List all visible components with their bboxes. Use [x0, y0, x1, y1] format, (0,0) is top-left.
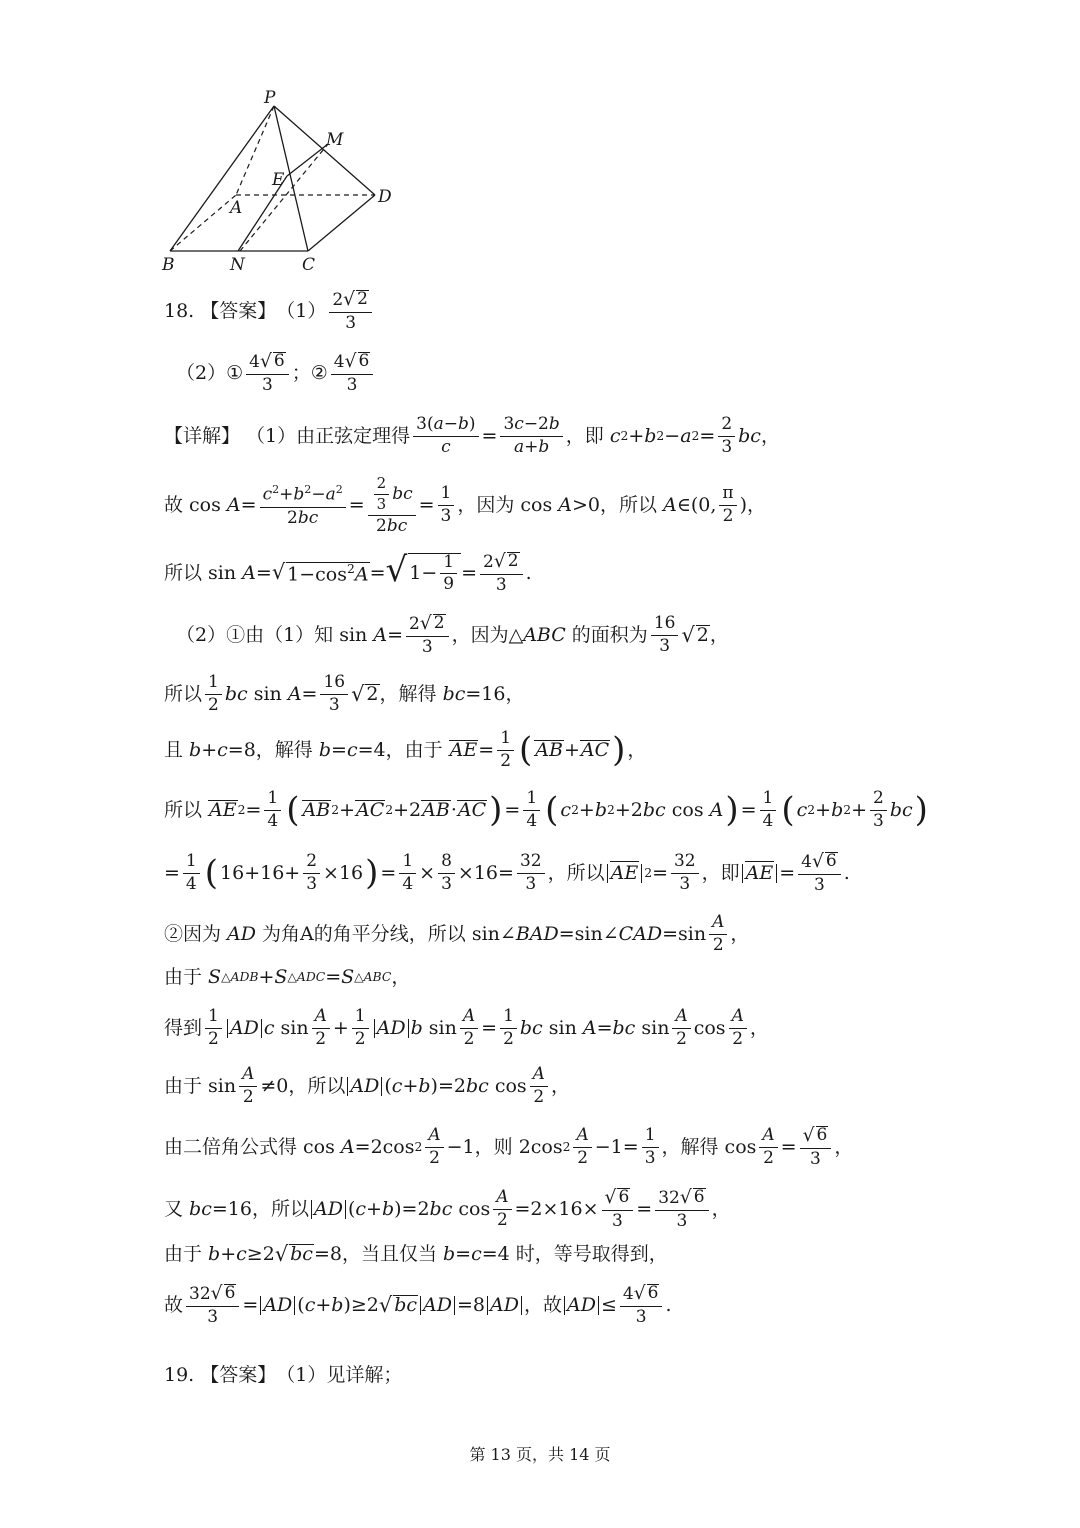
detail-line-8: = $\frac{1}{4}$ ( 16+16+ $\frac{2}{3}$ ×16 ) = $\frac{1}{4}$ × $\frac{8}{3}$ ×16= $\frac{32}{3}$ ，所以 AE 2 = $\frac{32}{3}$ ，即 AE = 4 √ 6 3 .	[164, 851, 850, 895]
q18-answer-part2: （2） ① 4 √ 6 3 ； ② 4 √ 6 3	[176, 352, 376, 395]
detail-line-12: 由于 sin $\frac{A}{2}$ ≠0，所以 AD ( c + b )=2 bc cos $\frac{A}{2}$ ，	[164, 1064, 570, 1107]
question-number: 19.	[164, 1364, 195, 1386]
detail-line-6: 且 b + c =8，解得 b = c =4，由于 AE = $\frac{1}{2}$ ( AB + AC ) ，	[164, 728, 647, 771]
detail-line-1: 【详解】 （1）由正弦定理得 $\frac{3(a-b)}{c}$ = $\frac{3c-2b}{a+b}$ ，即 c 2 + b 2 − a 2 = $\frac{2}{3}$ bc ，	[164, 414, 780, 457]
point-label-n: N	[230, 255, 245, 275]
point-label-d: D	[378, 187, 392, 207]
part-label: （1）见详解；	[276, 1364, 403, 1386]
q19-answer-line	[164, 1366, 402, 1385]
detail-line-14: 又 bc =16，所以 AD ( c + b )=2 bc cos $\frac{A}{2}$ =2×16× √ 6 3 = 32 √ 6 3 ，	[164, 1187, 731, 1231]
detail-line-15: 由于 b + c ≥2 √ bc =8，当且仅当 b = c =4 时，等号取得到，	[164, 1242, 668, 1266]
detail-line-5: 所以 $\frac{1}{2}$ bc sin A = $\frac{16}{3}$ √ 2 ，解得 bc =16，	[164, 672, 525, 715]
point-label-m: M	[326, 130, 344, 150]
answer-tag: 【答案】	[200, 299, 277, 322]
point-label-p: P	[264, 88, 276, 108]
q18-answer-line	[164, 290, 375, 333]
page-footer: 第 13 页，共 14 页	[469, 1445, 611, 1464]
answer-fraction: 2 √ 2 3	[329, 290, 372, 333]
question-number: 18.	[164, 299, 195, 322]
detail-line-16: 故 32 √ 6 3 = AD ( c + b )≥2 √ bc AD =8 AD ，故 AD ≤ 4 √ 6 3 .	[164, 1283, 672, 1327]
detail-line-9: ②因为 AD 为角A的角平分线，所以 sin∠ BAD =sin∠ CAD =sin $\frac{A}{2}$ ，	[164, 912, 750, 955]
point-label-e: E	[272, 170, 285, 190]
answer-tag: 【答案】	[200, 1364, 277, 1386]
detail-line-2: 故 cos A = $\frac{c^2+b^2-a^2}{2bc}$ = $\frac{2}{3}$ bc 2bc = $\frac{1}{3}$ ，因为 cos A >0，所以 A ∈(0, $\frac{\pi}{2}$ )，	[164, 474, 767, 536]
detail-line-7: 所以 AE 2 = $\frac{1}{4}$ ( AB 2 + AC 2 +2 AB · AC ) = $\frac{1}{4}$ ( c 2 + b 2 +2 bc cos A ) = $\frac{1}{4}$ ( c 2 + b 2 + $\frac{2}{3}$ bc )	[164, 788, 928, 831]
detail-line-10: 由于 S △ADB + S △ADC = S △ABC ，	[164, 966, 411, 988]
pyramid-figure	[150, 85, 410, 280]
part-label: （1）	[276, 299, 327, 322]
detail-line-3: 所以 sin A = √ $1-\cos^2A$ = √ 1− $\frac{1}{9}$ = 2 √ 2 3 .	[164, 549, 532, 595]
detail-line-11: 得到 $\frac{1}{2}$ AD c sin $\frac{A}{2}$ + $\frac{1}{2}$ AD b sin $\frac{A}{2}$ = $\frac{1}{2}$ bc sin A = bc sin $\frac{A}{2}$ cos $\frac{A}{2}$ ，	[164, 1006, 769, 1049]
detail-line-4: （2）①由（1）知 sin A = 2 √ 2 3 ，因为△ ABC 的面积为 $\frac{16}{3}$ √ 2 ，	[176, 613, 729, 657]
detail-line-13: 由二倍角公式得 cos A =2cos 2 $\frac{A}{2}$ −1，则 2cos 2 $\frac{A}{2}$ −1= $\frac{1}{3}$ ，解得 cos $\frac{A}{2}$ = √ 6 3 ，	[164, 1125, 854, 1169]
point-label-c: C	[302, 255, 316, 275]
point-label-b: B	[162, 255, 175, 275]
point-label-a: A	[230, 198, 243, 218]
